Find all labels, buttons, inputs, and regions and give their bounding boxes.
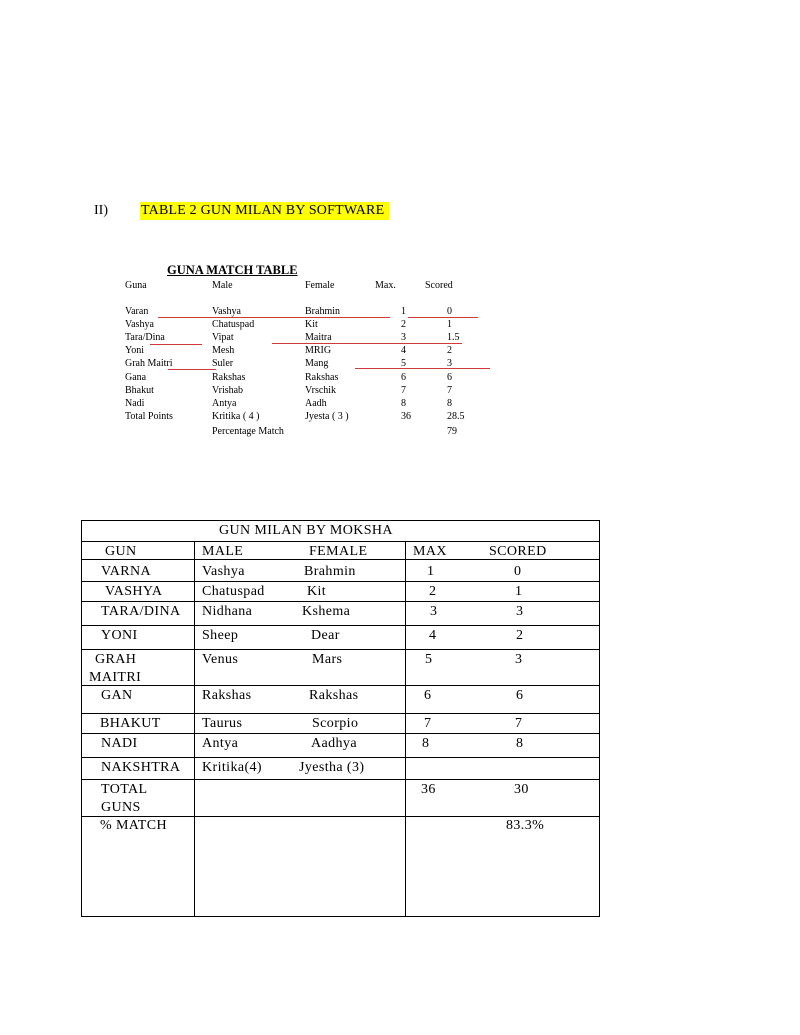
software-cell-max: 4 <box>401 345 406 356</box>
moksha-total-label-line1: TOTAL <box>101 782 148 797</box>
software-cell-max: 2 <box>401 319 406 330</box>
table-rule <box>82 581 599 582</box>
software-cell-female: Maitra <box>305 332 332 343</box>
software-cell-male: Antya <box>212 398 237 409</box>
table-rule <box>82 779 599 780</box>
software-cell-male: Mesh <box>212 345 235 356</box>
moksha-cell-female: Kit <box>307 584 327 599</box>
moksha-header-gun: GUN <box>105 544 137 559</box>
software-cell-female: Vrschik <box>305 385 337 396</box>
moksha-cell-max: 3 <box>430 604 438 619</box>
moksha-cell-male: Nidhana <box>202 604 253 619</box>
software-cell-male: Suler <box>212 358 234 369</box>
section-title-highlighted: TABLE 2 GUN MILAN BY SOFTWARE <box>140 202 389 220</box>
software-cell-scored: 2 <box>447 345 452 356</box>
software-header-scored: Scored <box>425 280 453 291</box>
software-cell-female: Brahmin <box>305 306 340 317</box>
moksha-cell-female: Scorpio <box>312 716 359 731</box>
moksha-cell-max: 2 <box>429 584 437 599</box>
moksha-cell-gun: GAN <box>101 688 133 703</box>
software-header-male: Male <box>212 280 233 291</box>
moksha-cell-scored: 2 <box>516 628 524 643</box>
software-cell-male: Chatuspad <box>212 319 255 330</box>
software-cell-male: Vrishab <box>212 385 244 396</box>
software-guna-table <box>0 0 800 500</box>
software-cell-scored: 6 <box>447 372 452 383</box>
software-cell-max: 36 <box>401 411 411 422</box>
software-header-guna: Guna <box>125 280 147 291</box>
software-cell-guna: Tara/Dina <box>125 332 165 343</box>
moksha-header-female: FEMALE <box>309 544 368 559</box>
table-rule <box>82 733 599 734</box>
software-cell-scored: 7 <box>447 385 452 396</box>
software-cell-guna: Gana <box>125 372 147 383</box>
moksha-cell-max: 7 <box>424 716 432 731</box>
software-cell-guna: Grah Maitri <box>125 358 173 369</box>
software-cell-guna: Bhakut <box>125 385 154 396</box>
moksha-cell-scored: 6 <box>516 688 524 703</box>
table-rule <box>82 713 599 714</box>
software-percentage-value: 79 <box>447 426 457 437</box>
moksha-cell-female: Mars <box>312 652 343 667</box>
moksha-cell-male: Venus <box>202 652 239 667</box>
software-header-max: Max. <box>375 280 396 291</box>
moksha-cell-gun: NAKSHTRA <box>101 760 181 775</box>
moksha-cell-male: Vashya <box>202 564 245 579</box>
moksha-cell-gun: BHAKUT <box>100 716 161 731</box>
software-cell-female: Aadh <box>305 398 327 409</box>
moksha-percent-label: % MATCH <box>100 818 167 833</box>
moksha-total-max: 36 <box>421 782 436 797</box>
moksha-cell-scored: 3 <box>516 604 524 619</box>
software-cell-guna: Total Points <box>125 411 173 422</box>
software-cell-scored: 0 <box>447 306 452 317</box>
moksha-header-max: MAX <box>413 544 447 559</box>
red-underline <box>272 343 462 344</box>
moksha-cell-female: Aadhya <box>311 736 357 751</box>
moksha-cell-female: Kshema <box>302 604 351 619</box>
moksha-cell-female: Jyestha (3) <box>299 760 365 775</box>
moksha-cell-male: Taurus <box>202 716 243 731</box>
section-number: II) <box>94 203 108 218</box>
moksha-total-scored: 30 <box>514 782 529 797</box>
software-cell-male: Vipat <box>212 332 234 343</box>
software-cell-male: Rakshas <box>212 372 246 383</box>
moksha-cell-max: 6 <box>424 688 432 703</box>
table-column-rule <box>194 541 195 916</box>
moksha-cell-scored: 7 <box>515 716 523 731</box>
software-cell-guna: Nadi <box>125 398 145 409</box>
software-cell-female: Mang <box>305 358 329 369</box>
red-underline <box>355 368 490 369</box>
moksha-cell-gun: NADI <box>101 736 138 751</box>
table-rule <box>82 757 599 758</box>
software-cell-scored: 1.5 <box>447 332 460 343</box>
software-cell-female: Kit <box>305 319 318 330</box>
moksha-cell-gun: YONI <box>101 628 138 643</box>
moksha-gun-milan-table <box>81 520 600 917</box>
table-rule <box>82 625 599 626</box>
moksha-cell-male: Sheep <box>202 628 239 643</box>
moksha-cell-gun: VARNA <box>101 564 151 579</box>
moksha-cell-scored: 3 <box>515 652 523 667</box>
moksha-cell-male: Antya <box>202 736 239 751</box>
moksha-cell-male: Rakshas <box>202 688 252 703</box>
software-cell-female: Jyesta ( 3 ) <box>305 411 349 422</box>
red-underline <box>408 317 478 318</box>
moksha-cell-max: 4 <box>429 628 437 643</box>
moksha-cell-max: 1 <box>427 564 435 579</box>
table-rule <box>82 541 599 542</box>
moksha-cell-scored: 8 <box>516 736 524 751</box>
moksha-cell-scored: 1 <box>515 584 523 599</box>
software-cell-max: 1 <box>401 306 406 317</box>
moksha-table-title: GUN MILAN BY MOKSHA <box>219 523 393 538</box>
table-rule <box>82 649 599 650</box>
software-cell-male: Vashya <box>212 306 241 317</box>
software-cell-guna: Yoni <box>125 345 144 356</box>
software-cell-scored: 8 <box>447 398 452 409</box>
table-column-rule <box>405 541 406 916</box>
software-table-title: GUNA MATCH TABLE <box>167 263 298 277</box>
software-cell-scored: 1 <box>447 319 452 330</box>
software-cell-max: 8 <box>401 398 406 409</box>
moksha-cell-gun: TARA/DINA <box>101 604 181 619</box>
moksha-cell-male: Chatuspad <box>202 584 265 599</box>
software-cell-male: Kritika ( 4 ) <box>212 411 260 422</box>
moksha-cell-max: 5 <box>425 652 433 667</box>
moksha-header-scored: SCORED <box>489 544 547 559</box>
software-header-female: Female <box>305 280 335 291</box>
software-cell-max: 5 <box>401 358 406 369</box>
moksha-cell-female: Rakshas <box>309 688 359 703</box>
table-rule <box>82 601 599 602</box>
software-cell-guna: Varan <box>125 306 149 317</box>
moksha-percent-value: 83.3% <box>506 818 545 833</box>
moksha-cell-gun: VASHYA <box>105 584 163 599</box>
moksha-total-label-line2: GUNS <box>101 800 141 815</box>
software-cell-guna: Vashya <box>125 319 154 330</box>
software-cell-female: MRIG <box>305 345 332 356</box>
red-underline <box>150 344 202 345</box>
red-underline <box>168 369 216 370</box>
moksha-cell-female: Dear <box>311 628 340 643</box>
software-cell-female: Rakshas <box>305 372 339 383</box>
moksha-cell-max: 8 <box>422 736 430 751</box>
software-cell-max: 7 <box>401 385 406 396</box>
moksha-cell-female: Brahmin <box>304 564 356 579</box>
software-cell-max: 6 <box>401 372 406 383</box>
moksha-header-male: MALE <box>202 544 244 559</box>
software-cell-scored: 3 <box>447 358 452 369</box>
moksha-cell-gun: GRAH MAITRI <box>89 652 142 685</box>
software-percentage-label: Percentage Match <box>212 426 284 437</box>
moksha-cell-scored: 0 <box>514 564 522 579</box>
software-cell-max: 3 <box>401 332 406 343</box>
software-cell-scored: 28.5 <box>447 411 465 422</box>
moksha-cell-male: Kritika(4) <box>202 760 262 775</box>
red-underline <box>158 317 390 318</box>
